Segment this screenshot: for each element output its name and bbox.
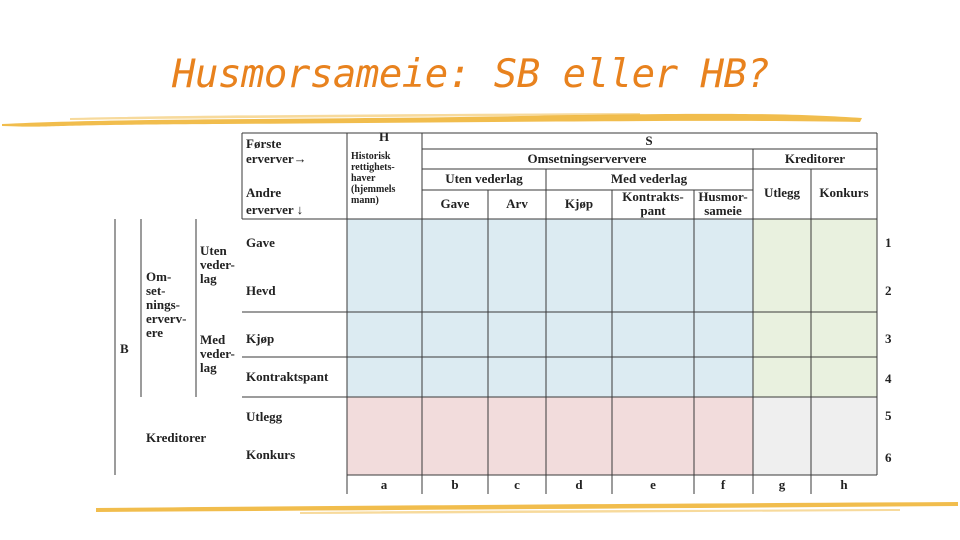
col-letter-a: a bbox=[380, 477, 388, 492]
col-header-konkurs: Konkurs bbox=[819, 185, 869, 200]
col-letter-e: e bbox=[650, 477, 656, 492]
col-letter-g: g bbox=[778, 477, 786, 492]
row-number-4: 4 bbox=[885, 371, 892, 386]
header-s: S bbox=[645, 133, 653, 148]
row-group-b: B bbox=[120, 341, 129, 356]
header-omsetningserververe: Omsetningserververe bbox=[527, 151, 647, 166]
header-erverver-down: erverver ↓ bbox=[246, 202, 304, 217]
col-letter-c: c bbox=[514, 477, 520, 492]
row-number-5: 5 bbox=[885, 408, 892, 423]
col-letter-b: b bbox=[451, 477, 459, 492]
row-group-kreditorer: Kreditorer bbox=[146, 430, 207, 445]
row-label-kjop: Kjøp bbox=[246, 331, 275, 346]
col-header-kjop: Kjøp bbox=[564, 196, 594, 211]
row-number-6: 6 bbox=[885, 450, 892, 465]
header-forste: Første bbox=[246, 136, 282, 151]
row-label-gave: Gave bbox=[246, 235, 275, 250]
row-number-3: 3 bbox=[885, 331, 892, 346]
header-andre: Andre bbox=[246, 185, 282, 200]
col-letter-h: h bbox=[840, 477, 848, 492]
header-kreditorer-top: Kreditorer bbox=[784, 151, 846, 166]
row-group-med-vederlag: Med veder- lag bbox=[200, 332, 235, 375]
row-number-2: 2 bbox=[885, 283, 892, 298]
col-header-arv: Arv bbox=[506, 196, 528, 211]
col-letter-d: d bbox=[575, 477, 583, 492]
header-h-description: Historisk rettighets- haver (hjemmels mann) bbox=[351, 151, 396, 206]
header-h: H bbox=[378, 129, 390, 144]
row-number-1: 1 bbox=[885, 235, 892, 250]
row-label-kontraktspant: Kontraktspant bbox=[246, 369, 329, 384]
slide-title: Husmorsameie: SB eller HB? bbox=[172, 52, 770, 97]
row-label-hevd: Hevd bbox=[246, 283, 276, 298]
row-group-uten-vederlag: Uten veder- lag bbox=[200, 243, 235, 286]
row-label-utlegg: Utlegg bbox=[246, 409, 283, 424]
row-group-omsetningserververe: Om- set- nings- erverv- ere bbox=[146, 269, 187, 340]
header-erverver-right: erverver→ bbox=[246, 151, 307, 166]
header-uten-vederlag: Uten vederlag bbox=[445, 171, 523, 186]
col-header-husmorsameie: Husmor- sameie bbox=[698, 189, 748, 218]
header-med-vederlag: Med vederlag bbox=[610, 171, 688, 186]
row-label-konkurs: Konkurs bbox=[246, 447, 296, 462]
col-header-kontraktspant: Kontrakts- pant bbox=[622, 189, 684, 218]
col-header-gave: Gave bbox=[440, 196, 470, 211]
col-header-utlegg: Utlegg bbox=[763, 185, 801, 200]
col-letter-f: f bbox=[720, 477, 726, 492]
